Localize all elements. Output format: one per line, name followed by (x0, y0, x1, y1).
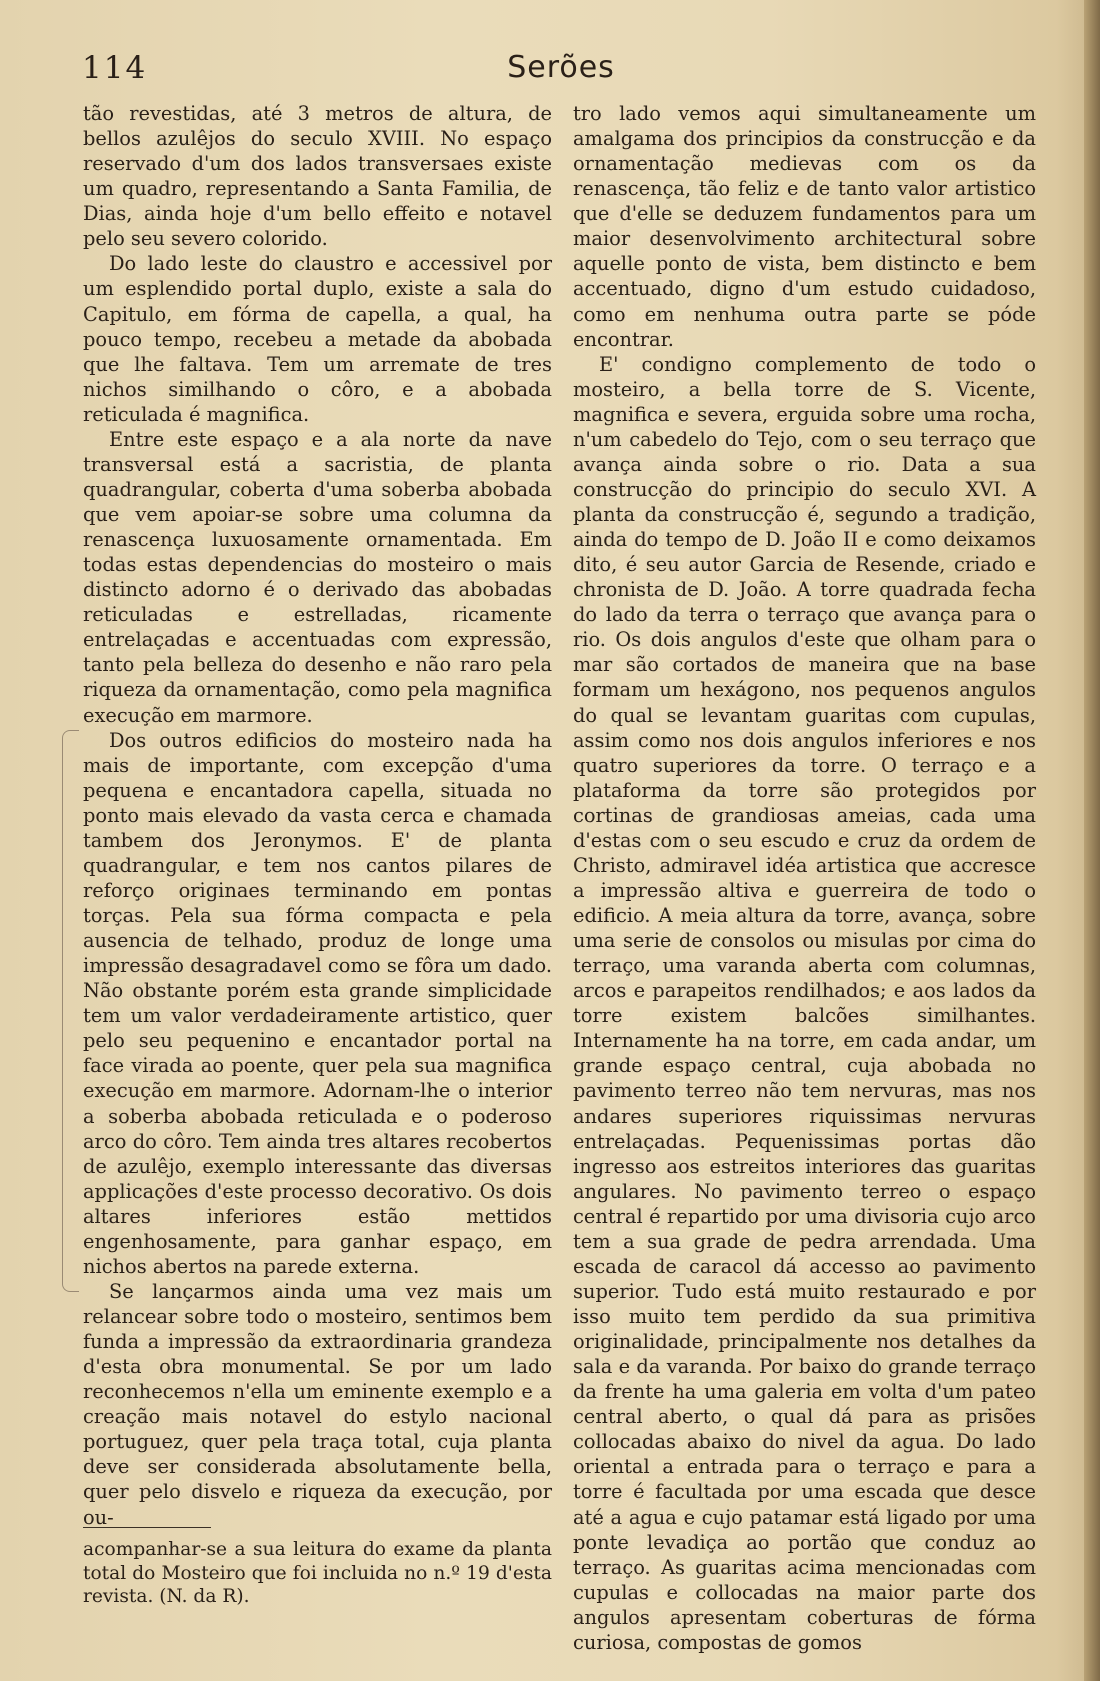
paragraph: E' condigno complemento de todo o mosteiro, a bella torre de S. Vicente, magnifica e severa, erguida sobre uma rocha, n'um cabedelo do Tejo, com o seu terraço que avança ainda sobre o rio. Data a sua construcção do principio do seculo XVI. A planta da construcção é, segundo a tradição, ainda do tempo de D. João II e como deixamos dito, é seu autor Garcia de Resende, criado e chronista de D. João. A torre quadrada fecha do lado da terra o terraço que avança para o rio. Os dois angulos d'este que olham para o mar são cortados de maneira que na base formam um hexágono, nos pequenos angulos do qual se levantam guaritas com cupulas, assim como nos dois angulos inferiores e nos quatro superiores da torre. O terraço e a plataforma da torre são protegidos por cortinas de grandiosas ameias, cada uma d'estas com o seu escudo e cruz da ordem de Christo, admiravel idéa artistica que accresce a impressão altiva e guerreira de todo o edificio. A meia altura da torre, avança, sobre uma serie de consolos ou misulas por cima do terraço, uma varanda aberta com columnas, arcos e parapeitos rendilhados; e aos lados da torre existem balcões similhantes. Internamente ha na torre, em cada andar, um grande espaço central, cuja abobada no pavimento terreo não tem nervuras, mas nos andares superiores riquissimas nervuras entrelaçadas. Pequenissimas portas dão ingresso aos estreitos interiores das guaritas angulares. No pavimento terreo o espaço central é repartido por uma divisoria cujo arco tem a sua grade de pedra arrendada. Uma escada de caracol dá accesso ao pavimento superior. Tudo está muito restaurado e por isso muito tem perdido da sua primitiva originalidade, principalmente nos detalhes da sala e da varanda. Por baixo do grande terraço da frente ha uma galeria em volta d'um pateo central aberto, o qual dá para as prisões collocadas abaixo do nivel da agua. Do lado oriental a entrada para o terraço e para a torre é facultada por uma escada que desce até a agua e cujo patamar está ligado por uma ponte levadiça ao portão que conduz ao terraço. As guaritas acima mencionadas com cupulas e collocadas na maior parte dos angulos apresentam coberturas de fórma curiosa, compostas de gomos (573, 352, 1036, 1654)
footnote: acompanhar-se a sua leitura do exame da planta total do Mosteiro que foi incluida no n.º 19 d'esta revista. (N. da R). (83, 1539, 552, 1608)
running-title: Serões (507, 50, 615, 85)
paragraph: Entre este espaço e a ala norte da nave transversal está a sacristia, de planta quadrangular, coberta d'uma soberba abobada que vem apoiar-se sobre uma columna da renascença luxuosamente ornamentada. Em todas estas dependencias do mosteiro o mais distincto adorno é o derivado das abobadas reticuladas e estrelladas, ricamente entrelaçadas e accentuadas com expressão, tanto pela belleza do desenho e não raro pela riqueza da ornamentação, como pela magnifica execução em marmore. (83, 427, 552, 727)
footnote-rule (83, 1527, 211, 1528)
paragraph: tro lado vemos aqui simultaneamente um amalgama dos principios da construcção e da ornamentação medievas com os da renascença, tão feliz e de tanto valor artistico que d'elle se deduzem fundamentos para um maior desenvolvimento architectural sobre aquelle ponto de vista, bem distincto e bem accentuado, digno d'um estudo cuidadoso, como em nenhuma outra parte se póde encontrar. (573, 102, 1036, 351)
page-number: 114 (82, 50, 148, 86)
paragraph: Do lado leste do claustro e accessivel por um esplendido portal duplo, existe a sala do Capitulo, em fórma de capella, a qual, ha pouco tempo, recebeu a metade da abobada que lhe faltava. Tem um arremate de tres nichos similhando o côro, e a abobada reticulada é magnifica. (83, 252, 552, 426)
page-edge (1084, 0, 1100, 1681)
paragraph: Dos outros edificios do mosteiro nada ha mais de importante, com excepção d'uma pequena e encantadora capella, situada no ponto mais elevado da vasta cerca e chamada tambem dos Jeronymos. E' de planta quadrangular, e tem nos cantos pilares de reforço originaes terminando em pontas torças. Pela sua fórma compacta e pela ausencia de telhado, produz de longe uma impressão desagradavel como se fôra um dado. Não obstante porém esta grande simplicidade tem um valor verdadeiramente artistico, quer pelo seu pequenino e encantador portal na face virada ao poente, quer pela sua magnifica execução em marmore. Adornam-lhe o interior a soberba abobada reticulada e o poderoso arco do côro. Tem ainda tres altares recobertos de azulêjo, exemplo interessante das diversas applicações d'este processo decorativo. Os dois altares inferiores estão mettidos engenhosamente, para ganhar espaço, em nichos abertos na parede externa. (83, 728, 552, 1278)
paragraph: tão revestidas, até 3 metros de altura, de bellos azulêjos do seculo XVIII. No espaço reservado d'um dos lados transversaes existe um quadro, representando a Santa Familia, de Dias, ainda hoje d'um bello effeito e notavel pelo seu severo colorido. (83, 102, 552, 251)
pencil-bracket-mark (62, 730, 79, 1292)
right-column (573, 101, 1036, 1655)
paragraph: Se lançarmos ainda uma vez mais um relancear sobre todo o mosteiro, sentimos bem funda a impressão da extraordinaria grandeza d'esta obra monumental. Se por um lado reconhecemos n'ella um eminente exemplo e a creação mais notavel do estylo nacional portuguez, quer pela traça total, cuja planta deve ser considerada absolutamente bella, quer pelo disvelo e riqueza da execução, por ou- (83, 1279, 552, 1529)
left-column (83, 101, 552, 1530)
page-header (82, 50, 1040, 100)
